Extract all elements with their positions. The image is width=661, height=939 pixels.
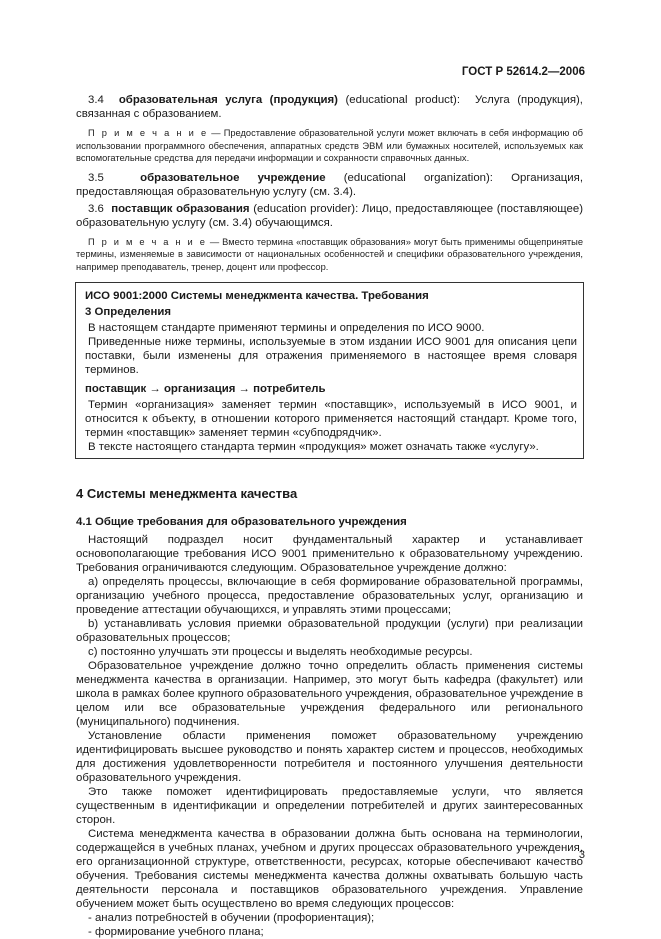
definition-number: 3.6: [88, 202, 104, 215]
box-section-text: 3 Определения: [85, 306, 172, 318]
definition-english: (educational product):: [345, 94, 460, 106]
page-number: 3: [578, 849, 585, 861]
note-text: — Предоставление образовательной услуги может включать в себя информацию об использовании программного обеспечения, аппаратных средств ЭВМ или бумажных носителей, используемых как вспомогательные средства для передачи информации и сохранности справочных данных.: [76, 128, 583, 163]
definition-3-6: [76, 202, 583, 230]
note-2: [76, 236, 583, 274]
definition-text: Организация, предоставляющая образовательную услугу (см. 3.4).: [76, 171, 584, 198]
definition-3-5: [76, 171, 583, 199]
definition-term: образовательное учреждение: [140, 171, 326, 184]
definition-3-4: [76, 93, 583, 121]
definition-text: Лицо, предоставляющее (поставляющее) образовательную услугу (см. 3.4) обучающимся.: [76, 202, 583, 229]
subsection-4-1-heading: 4.1 Общие требования для образовательного учреждения: [76, 516, 407, 528]
note-label: П р и м е ч а н и е: [88, 236, 207, 247]
section-paragraph-1: Настоящий подраздел носит фундаментальный характер и устанавливает основополагающие требования ИСО 9001 применительно к образовательному учреждению. Требования ограничиваются следующим. Образовательное учреждение должно:: [76, 534, 583, 574]
box-paragraph-2: Приведенные ниже термины, используемые в этом издании ИСО 9001 для описания цепи поставки, были изменены для отражения применяемого в настоящее время словаря терминов.: [85, 336, 577, 376]
definition-english: (educational organization):: [343, 171, 493, 184]
section-paragraph-5: Система менеджмента качества в образовании должна быть основана на терминологии, содержащейся в учебных планах, учебном и других процессах образовательного учреждения, его организационной структуре, ответственности, ресурсах, которые обеспечивают качество обучения. Требования системы менеджмента качества должны охватывать большую часть деятельности персонала и поставщиков образовательного учреждения. Управление обучением может быть осуществлено во время следующих процессов:: [76, 828, 583, 910]
document-code: ГОСТ Р 52614.2—2006: [461, 66, 585, 78]
definition-number: 3.5: [88, 171, 104, 184]
box-section: [82, 305, 577, 319]
page-content: [76, 93, 583, 939]
definition-text: Услуга (продукция), связанная с образованием.: [76, 94, 583, 120]
section-paragraph-4: Это также поможет идентифицировать предоставляемые услуги, что является существенным в идентификации и определении потребителей и других заинтересованных сторон.: [76, 786, 583, 826]
definition-english: (education provider):: [253, 202, 359, 215]
iso-quote-box: [75, 282, 584, 459]
note-label: П р и м е ч а н и е: [88, 128, 209, 138]
definition-number: 3.4: [88, 94, 104, 106]
section-paragraph-3: Установление области применения поможет образовательному учреждению идентифицировать высшее руководство и понять характер систем и процессов, необходимых для достижения удовлетворенности потребителя и постоянного улучшения деятельности образовательного учреждения.: [76, 730, 583, 784]
list-item-a: а) определять процессы, включающие в себя формирование образовательной программы, организацию учебного процесса, предоставление образовательных услуг, организацию и проведение аттестации обучающихся, и управлять этими процессами;: [76, 576, 583, 616]
box-chain: [82, 382, 577, 396]
list-item-dash-1: - анализ потребностей в обучении (профориентация);: [88, 912, 375, 924]
box-paragraph-3: Термин «организация» заменяет термин «поставщик», используемый в ИСО 9001, и относится к объекту, в отношении которого применяется настоящий стандарт. Кроме того, термин «поставщик» заменяет термин «субподрядчик».: [85, 399, 577, 439]
list-item-b: b) устанавливать условия приемки образовательной продукции (услуги) при реализации образовательных процессов;: [76, 618, 583, 644]
definition-term: поставщик образования: [111, 202, 250, 215]
note-1: [76, 127, 583, 165]
box-chain-text: поставщик → организация → потребитель: [85, 383, 326, 395]
section-4-heading: 4 Системы менеджмента качества: [76, 486, 298, 501]
list-item-dash-2: - формирование учебного плана;: [88, 926, 264, 938]
box-title-text: ИСО 9001:2000 Системы менеджмента качества. Требования: [85, 290, 429, 302]
box-title: [82, 289, 577, 303]
note-text: — Вместо термина «поставщик образования» могут быть применимы общепринятые термины, изменяемые в зависимости от национальных особенностей и специфики образовательного учреждения, например преподаватель, тренер, доцент или профессор.: [76, 236, 583, 272]
section-paragraph-2: Образовательное учреждение должно точно определить область применения системы менеджмента качества в организации. Например, это могут быть кафедра (факультет) или школа в рамках более крупного образовательного учреждения, образовательное учреждение в целом или все образовательные учреждения федерального или регионального (муниципального) подчинения.: [76, 660, 583, 728]
list-item-c: c) постоянно улучшать эти процессы и выделять необходимые ресурсы.: [88, 646, 473, 658]
definition-term: образовательная услуга (продукция): [118, 94, 338, 106]
box-paragraph-1: В настоящем стандарте применяют термины и определения по ИСО 9000.: [88, 322, 485, 334]
box-paragraph-4: В тексте настоящего стандарта термин «продукция» может означать также «услугу».: [88, 441, 539, 453]
